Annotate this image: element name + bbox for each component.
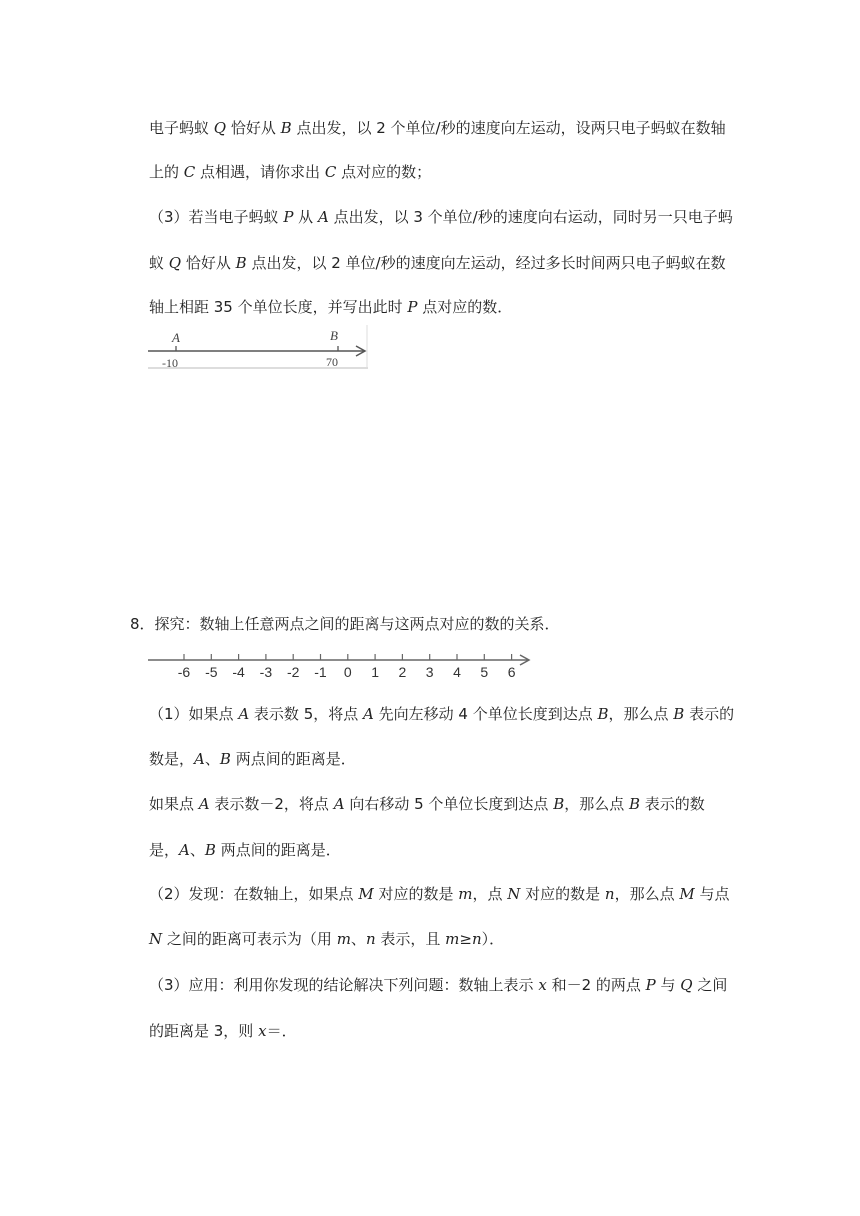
q8-tick-label: 5 <box>480 664 489 680</box>
q8-tick-label: -1 <box>314 664 327 680</box>
q8-part2-line2: N 之间的距离可表示为（用 m、n 表示，且 m≥n）． <box>149 930 505 948</box>
q7-line-4: 蚁 Q 恰好从 B 点出发，以 2 单位/秒的速度向左运动，经过多长时间两只电子蚂蚁在数 <box>149 254 726 272</box>
q8-tick-label: 3 <box>425 664 434 680</box>
q8-part2-line1: （2）发现：在数轴上，如果点 M 对应的数是 m，点 N 对应的数是 n，那么点 M 与点 <box>149 885 730 903</box>
q8-number-line <box>146 648 532 682</box>
q8-tick-label: -4 <box>232 664 245 680</box>
q8-part1-line2: 数是，A、B 两点间的距离是． <box>149 750 356 768</box>
q8-tick-label: 4 <box>453 664 461 680</box>
q7-point-b-label: B <box>330 328 338 343</box>
q8-part3-line1: （3）应用：利用你发现的结论解决下列问题：数轴上表示 x 和－2 的两点 P 与 Q 之间 <box>149 976 728 994</box>
q8-part1-line3: 如果点 A 表示数－2，将点 A 向右移动 5 个单位长度到达点 B，那么点 B 表示的数 <box>149 795 705 813</box>
q7-point-b-value: 70 <box>326 355 338 369</box>
q7-line-5: 轴上相距 35 个单位长度，并写出此时 P 点对应的数． <box>149 298 513 316</box>
q8-tick-label: 0 <box>343 664 352 680</box>
q8-part3-line2: 的距离是 3，则 x＝． <box>149 1022 297 1040</box>
q8-tick-label: -2 <box>286 664 300 680</box>
q8-part1-line4: 是，A、B 两点间的距离是． <box>149 841 341 859</box>
q7-number-line-figure <box>146 325 370 371</box>
q8-tick-label: -3 <box>259 664 273 680</box>
q8-tick-label: -5 <box>205 664 218 680</box>
q7-line-3: （3）若当电子蚂蚁 P 从 A 点出发，以 3 个单位/秒的速度向右运动，同时另一只电子蚂 <box>149 208 733 226</box>
q7-line-1: 电子蚂蚁 Q 恰好从 B 点出发，以 2 个单位/秒的速度向左运动，设两只电子蚂蚁在数轴 <box>149 119 726 137</box>
q8-tick-label: 1 <box>371 664 379 680</box>
q8-part1-line1: （1）如果点 A 表示数 5，将点 A 先向左移动 4 个单位长度到达点 B，那么点 B 表示的 <box>149 705 735 723</box>
q7-point-a-value: -10 <box>162 356 178 370</box>
q8-tick-label: -6 <box>177 664 191 680</box>
q8-title: 8．探究：数轴上任意两点之间的距离与这两点对应的数的关系． <box>130 615 560 633</box>
q7-point-a-label: A <box>172 330 180 345</box>
q8-tick-label: 2 <box>398 664 407 680</box>
q8-tick-label: 6 <box>507 664 516 680</box>
q7-line-2: 上的 C 点相遇，请你求出 C 点对应的数； <box>149 163 432 181</box>
